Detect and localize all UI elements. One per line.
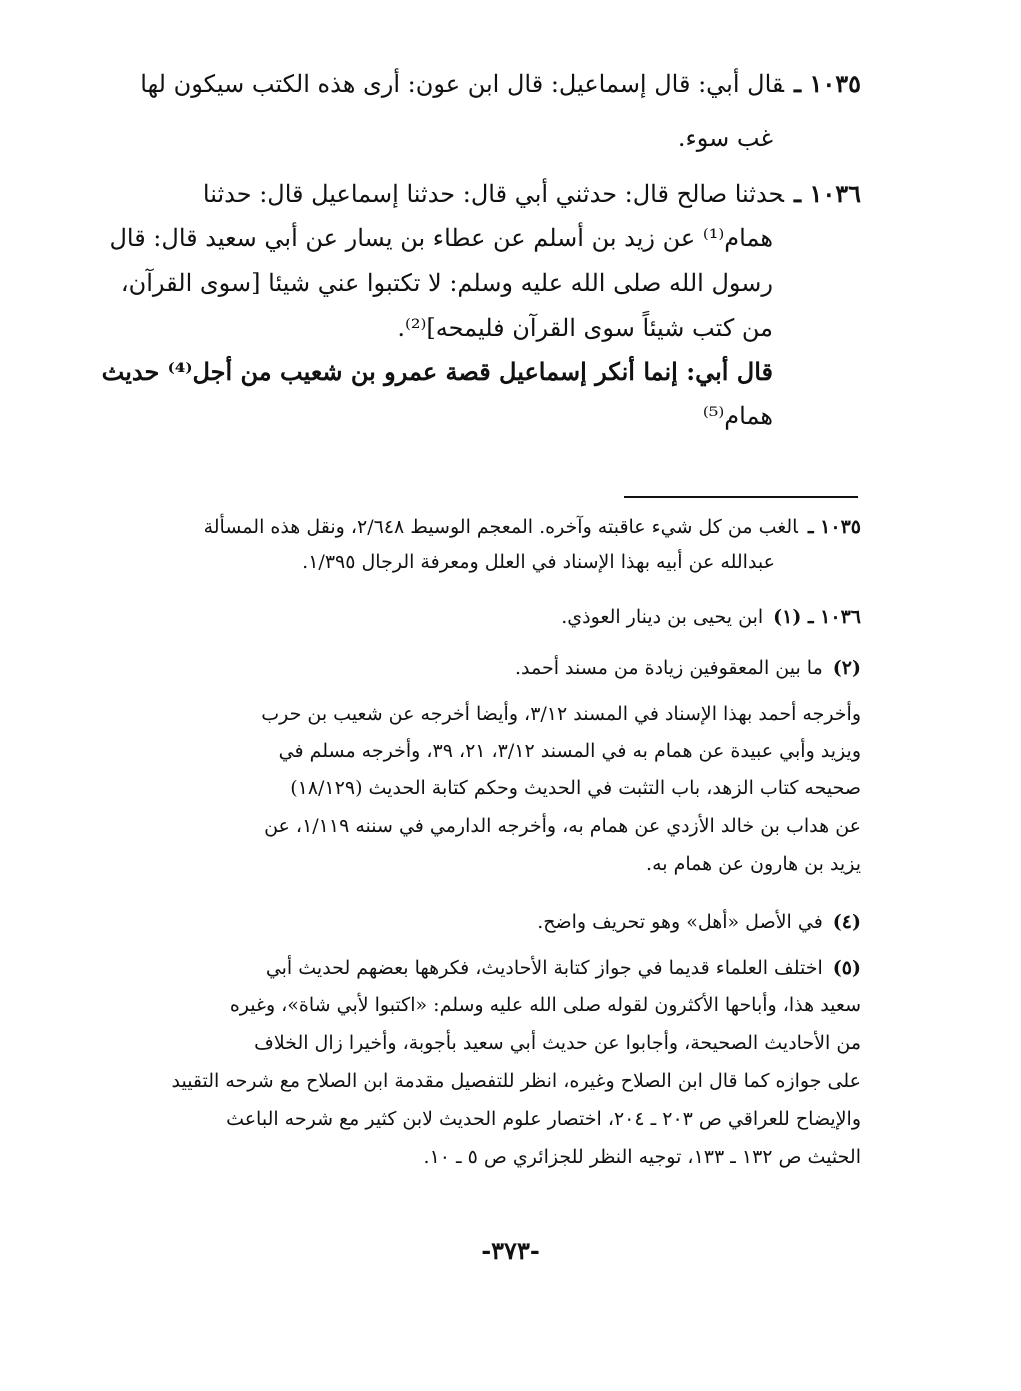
footnote-marker: (٤) bbox=[832, 911, 861, 933]
footnote-2-paragraph bbox=[161, 703, 861, 893]
entry-text-line: همام⁽¹⁾ عن زيد بن أسلم عن عطاء بن يسار عن أبي سعيد قال: قال bbox=[109, 224, 773, 252]
footnote-text: في الأصل «أهل» وهو تحريف واضح. bbox=[537, 911, 823, 933]
entry-text-line: رسول الله صلى الله عليه وسلم: لا تكتبوا عني شيئا [سوى القرآن، bbox=[120, 269, 773, 297]
footnote-text: ما بين المعقوفين زيادة من مسند أحمد. bbox=[515, 657, 823, 679]
entry-text-line: من كتب شيئاً سوى القرآن فليمحه]⁽²⁾. bbox=[397, 314, 773, 342]
footnote-text-line: والإيضاح للعراقي ص ٢٠٣ ـ ٢٠٤، اختصار علوم الحديث لابن كثير مع شرحه الباعث bbox=[226, 1108, 861, 1130]
footnote-number: ١٠٣٥ ـ bbox=[807, 516, 861, 538]
footnote-text-line: اختلف العلماء قديما في جواز كتابة الأحاديث، فكرهها بعضهم لحديث أبي bbox=[265, 957, 823, 979]
footnote-separator bbox=[624, 496, 858, 498]
footnote-text-line: الغب من كل شيء عاقبته وآخره. المعجم الوسيط ٢/٦٤٨، ونقل هذه المسألة bbox=[203, 516, 798, 538]
footnote-5 bbox=[161, 957, 861, 1187]
page-number: -٣٧٣- bbox=[481, 1236, 540, 1265]
entry-text-line: حدثنا صالح قال: حدثني أبي قال: حدثنا إسماعيل قال: حدثنا bbox=[202, 180, 785, 208]
footnote-marker: (٥) bbox=[832, 957, 861, 979]
footnote-text-line: عن هداب بن خالد الأزدي عن همام به، وأخرجه الدارمي في سننه ١/١١٩، عن bbox=[264, 815, 861, 837]
footnote-2 bbox=[161, 657, 861, 687]
footnote-text-line: عبدالله عن أبيه بهذا الإسناد في العلل ومعرفة الرجال ١/٣٩٥. bbox=[302, 551, 775, 573]
footnote-marker: (٢) bbox=[832, 657, 861, 679]
footnote-text-line: سعيد هذا، وأباحها الأكثرون لقوله صلى الله عليه وسلم: «اكتبوا لأبي شاة»، وغيره bbox=[229, 994, 861, 1016]
entry-1036 bbox=[101, 179, 861, 440]
footnote-text-line: صحيحه كتاب الزهد، باب التثبت في الحديث وحكم كتابة الحديث (١٨/١٢٩) bbox=[290, 777, 861, 799]
footnote-text-line: الحثيث ص ١٣٢ ـ ١٣٣، توجيه النظر للجزائري ص ٥ ـ ١٠. bbox=[423, 1146, 861, 1168]
entry-text-line: همام⁽⁵⁾ bbox=[702, 402, 773, 430]
footnote-text-line: من الأحاديث الصحيحة، وأجابوا عن حديث أبي سعيد بأجوبة، وأخيرا زال الخلاف bbox=[254, 1032, 861, 1054]
footnote-text-line: على جوازه كما قال ابن الصلاح وغيره، انظر للتفصيل مقدمة ابن الصلاح مع شرحه التقييد bbox=[171, 1070, 861, 1092]
footnote-text-line: وأخرجه أحمد بهذا الإسناد في المسند ٣/١٢، وأيضا أخرجه عن شعيب بن حرب bbox=[261, 703, 861, 725]
entry-1035 bbox=[140, 69, 861, 160]
footnote-number: ١٠٣٦ ـ (١) bbox=[773, 606, 861, 628]
footnote-text: ابن يحيى بن دينار العوذي. bbox=[561, 606, 764, 628]
entry-number: ١٠٣٦ ـ bbox=[794, 179, 861, 208]
footnote-text-line: يزيد بن هارون عن همام به. bbox=[646, 853, 861, 875]
entry-text-line: غب سوء. bbox=[677, 124, 773, 152]
footnote-1035 bbox=[161, 516, 861, 586]
entry-number: ١٠٣٥ ـ bbox=[794, 69, 861, 98]
footnote-text-line: ويزيد وأبي عبيدة عن همام به في المسند ٣/١٢، ٢١، ٣٩، وأخرجه مسلم في bbox=[278, 740, 861, 762]
footnote-1036-1 bbox=[161, 606, 861, 636]
entry-text-line: قال أبي: إنما أنكر إسماعيل قصة عمرو بن شعيب من أجل⁽⁴⁾ حديث bbox=[101, 357, 773, 386]
entry-text-line: قال أبي: قال إسماعيل: قال ابن عون: أرى هذه الكتب سيكون لها bbox=[140, 70, 785, 98]
footnote-4 bbox=[161, 911, 861, 941]
